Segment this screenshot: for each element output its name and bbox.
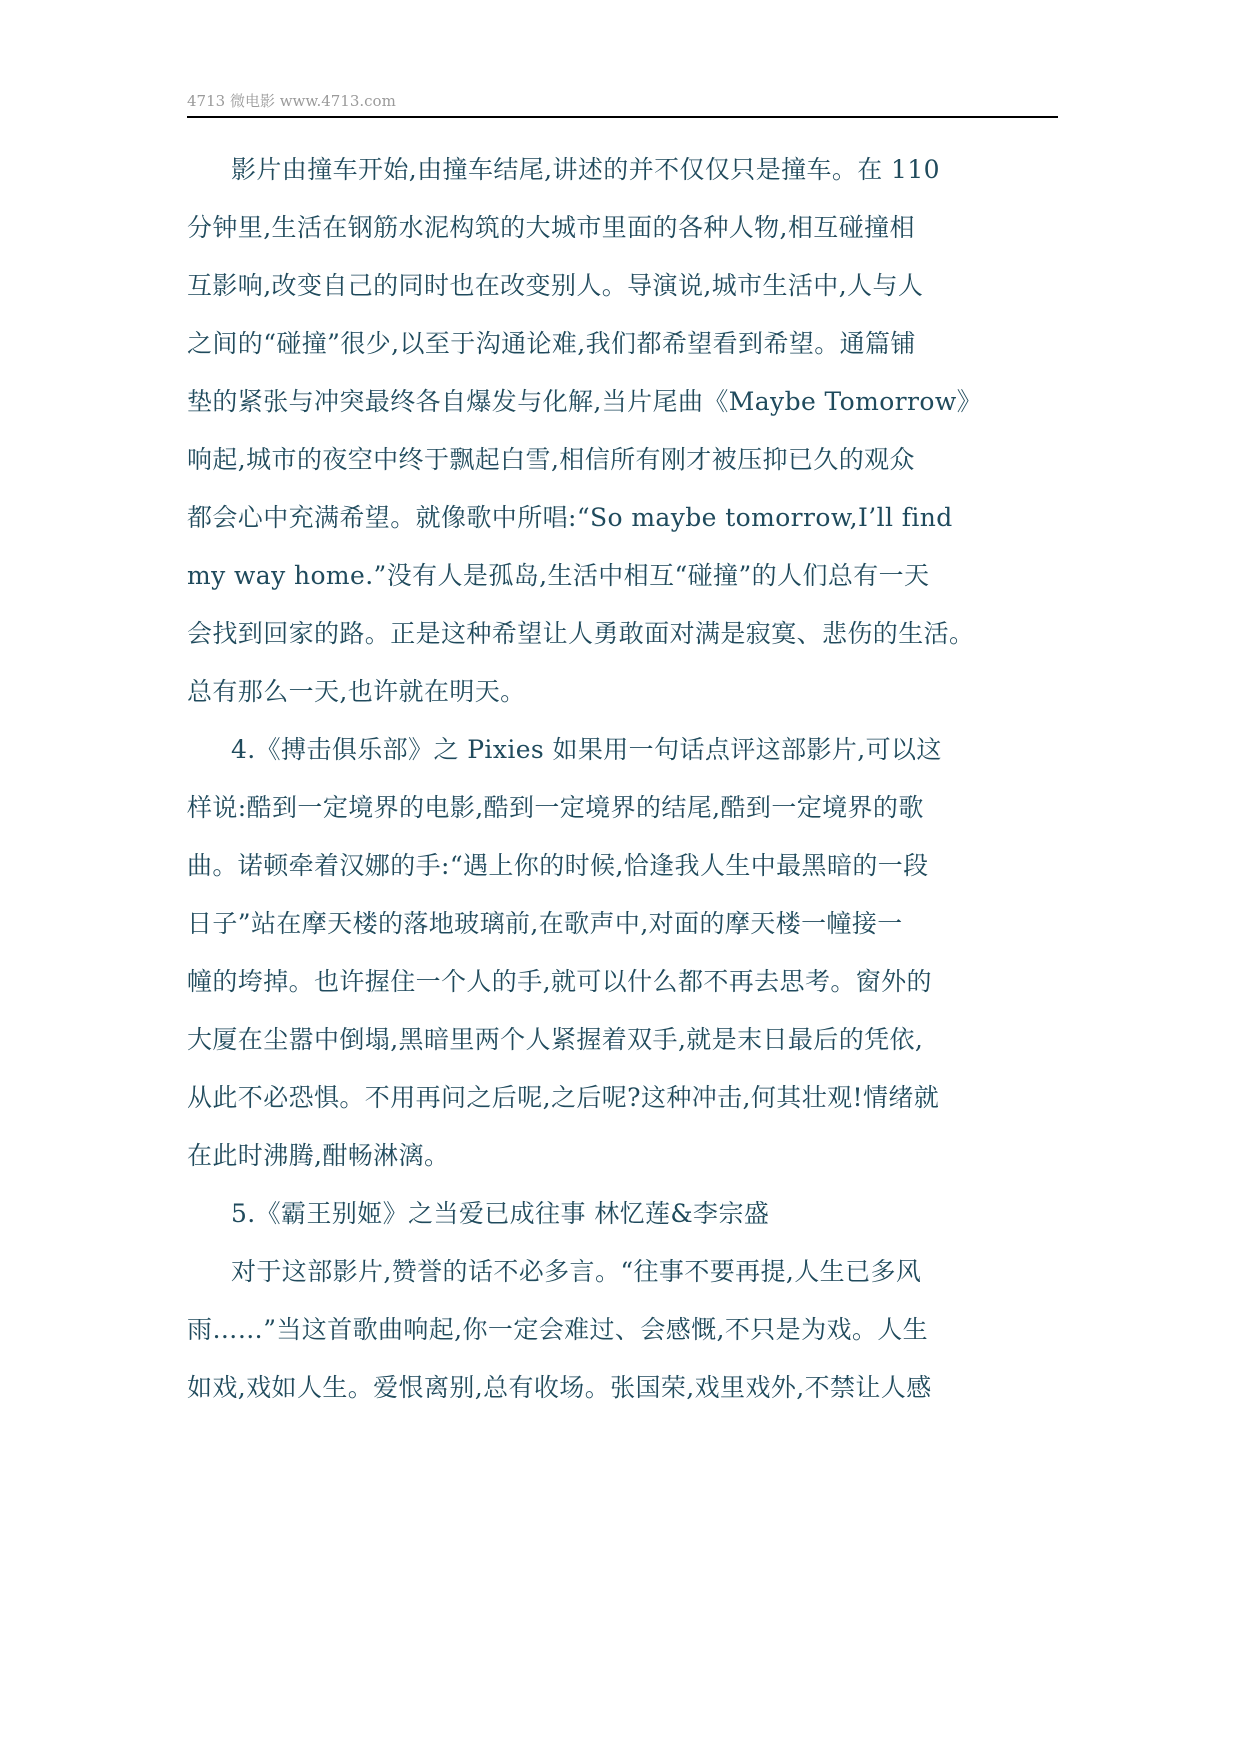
paragraph-line: 曲。诺顿牵着汉娜的手:“遇上你的时候,恰逢我人生中最黑暗的一段 xyxy=(187,851,929,880)
paragraph-line: 都会心中充满希望。就像歌中所唱:“So maybe tomorrow,I’ll find xyxy=(187,503,953,532)
paragraph-line: 样说:酷到一定境界的电影,酷到一定境界的结尾,酷到一定境界的歌 xyxy=(187,793,924,822)
section-heading-farewell-concubine: 5.《霸王别姬》之当爱已成往事 林忆莲&李宗盛 xyxy=(231,1199,770,1228)
paragraph-line: 分钟里,生活在钢筋水泥构筑的大城市里面的各种人物,相互碰撞相 xyxy=(187,213,915,242)
paragraph-line: 幢的垮掉。也许握住一个人的手,就可以什么都不再去思考。窗外的 xyxy=(187,967,932,996)
paragraph-line: 大厦在尘嚣中倒塌,黑暗里两个人紧握着双手,就是末日最后的凭依, xyxy=(187,1025,924,1054)
paragraph-line: 互影响,改变自己的同时也在改变别人。导演说,城市生活中,人与人 xyxy=(187,271,924,300)
paragraph-line: 如戏,戏如人生。爱恨离别,总有收场。张国荣,戏里戏外,不禁让人感 xyxy=(187,1373,932,1402)
paragraph-line: my way home.”没有人是孤岛,生活中相互“碰撞”的人们总有一天 xyxy=(187,561,930,590)
paragraph-line: 从此不必恐惧。不用再问之后呢,之后呢?这种冲击,何其壮观!情绪就 xyxy=(187,1083,940,1112)
page-header xyxy=(187,88,1058,118)
header-text: 4713 微电影 www.4713.com xyxy=(187,92,396,110)
paragraph-line: 响起,城市的夜空中终于飘起白雪,相信所有刚才被压抑已久的观众 xyxy=(187,445,915,474)
paragraph-line: 总有那么一天,也许就在明天。 xyxy=(187,677,526,706)
paragraph-line: 之间的“碰撞”很少,以至于沟通论难,我们都希望看到希望。通篇铺 xyxy=(187,329,916,358)
paragraph-line: 日子”站在摩天楼的落地玻璃前,在歌声中,对面的摩天楼一幢接一 xyxy=(187,909,903,938)
paragraph-line: 在此时沸腾,酣畅淋漓。 xyxy=(187,1141,450,1170)
paragraph-line: 会找到回家的路。正是这种希望让人勇敢面对满是寂寞、悲伤的生活。 xyxy=(187,619,975,648)
paragraph-line: 垫的紧张与冲突最终各自爆发与化解,当片尾曲《Maybe Tomorrow》 xyxy=(187,387,983,416)
paragraph-line: 影片由撞车开始,由撞车结尾,讲述的并不仅仅只是撞车。在 110 xyxy=(231,155,940,184)
section-heading-fight-club: 4.《搏击俱乐部》之 Pixies 如果用一句话点评这部影片,可以这 xyxy=(231,735,942,764)
paragraph-line: 对于这部影片,赞誉的话不必多言。“往事不要再提,人生已多风 xyxy=(231,1257,922,1286)
paragraph-line: 雨……”当这首歌曲响起,你一定会难过、会感慨,不只是为戏。人生 xyxy=(187,1315,929,1344)
